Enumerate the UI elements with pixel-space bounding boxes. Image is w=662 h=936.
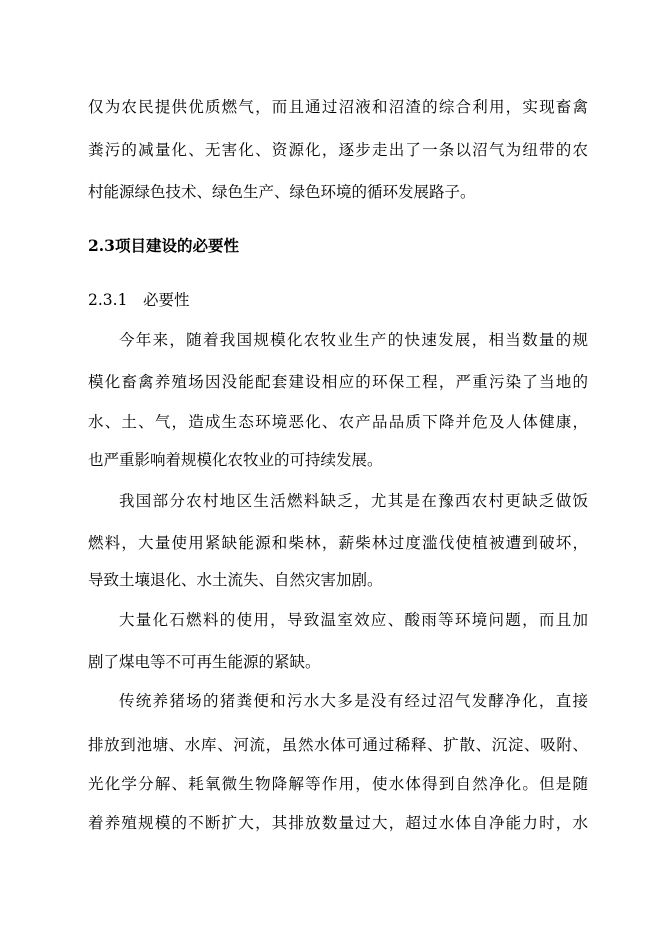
- paragraph-3-line-2: 剧了煤电等不可再生能源的紧缺。: [88, 653, 321, 671]
- paragraph-0-line-1: 仅为农民提供优质燃气，而且通过沼液和沼渣的综合利用，实现畜禽: [88, 98, 588, 116]
- section-heading: 2.3项目建设的必要性: [88, 236, 239, 255]
- paragraph-0-line-2: 粪污的减量化、无害化、资源化，逐步走出了一条以沼气为纽带的农: [88, 141, 588, 159]
- paragraph-1-line-4: 也严重影响着规模化农牧业的可持续发展。: [88, 451, 383, 469]
- paragraph-4-line-1: 传统养猪场的猪粪便和污水大多是没有经过沼气发酵净化，直接: [119, 692, 588, 710]
- paragraph-4-line-2: 排放到池塘、水库、河流，虽然水体可通过稀释、扩散、沉淀、吸附、: [88, 736, 588, 754]
- paragraph-0-line-3: 村能源绿色技术、绿色生产、绿色环境的循环发展路子。: [88, 183, 476, 201]
- paragraph-2-line-2: 燃料，大量使用紧缺能源和柴林，薪柴林过度滥伐使植被遭到破坏，: [88, 534, 588, 552]
- paragraph-2-line-3: 导致土壤退化、水土流失、自然灾害加剧。: [88, 571, 383, 589]
- subsection-heading: 2.3.1 必要性: [88, 291, 190, 309]
- paragraph-4-line-4: 着养殖规模的不断扩大，其排放数量过大，超过水体自净能力时，水: [88, 814, 588, 832]
- paragraph-1-line-1: 今年来，随着我国规模化农牧业生产的快速发展，相当数量的规: [119, 331, 588, 349]
- paragraph-2-line-1: 我国部分农村地区生活燃料缺乏，尤其是在豫西农村更缺乏做饭: [119, 492, 588, 510]
- paragraph-1-line-2: 模化畜禽养殖场因没能配套建设相应的环保工程，严重污染了当地的: [88, 373, 588, 391]
- paragraph-3-line-1: 大量化石燃料的使用，导致温室效应、酸雨等环境问题，而且加: [119, 611, 588, 629]
- paragraph-1-line-3: 水、土、气，造成生态环境恶化、农产品品质下降并危及人体健康，: [88, 413, 588, 431]
- paragraph-4-line-3: 光化学分解、耗氧微生物降解等作用，使水体得到自然净化。但是随: [88, 775, 588, 793]
